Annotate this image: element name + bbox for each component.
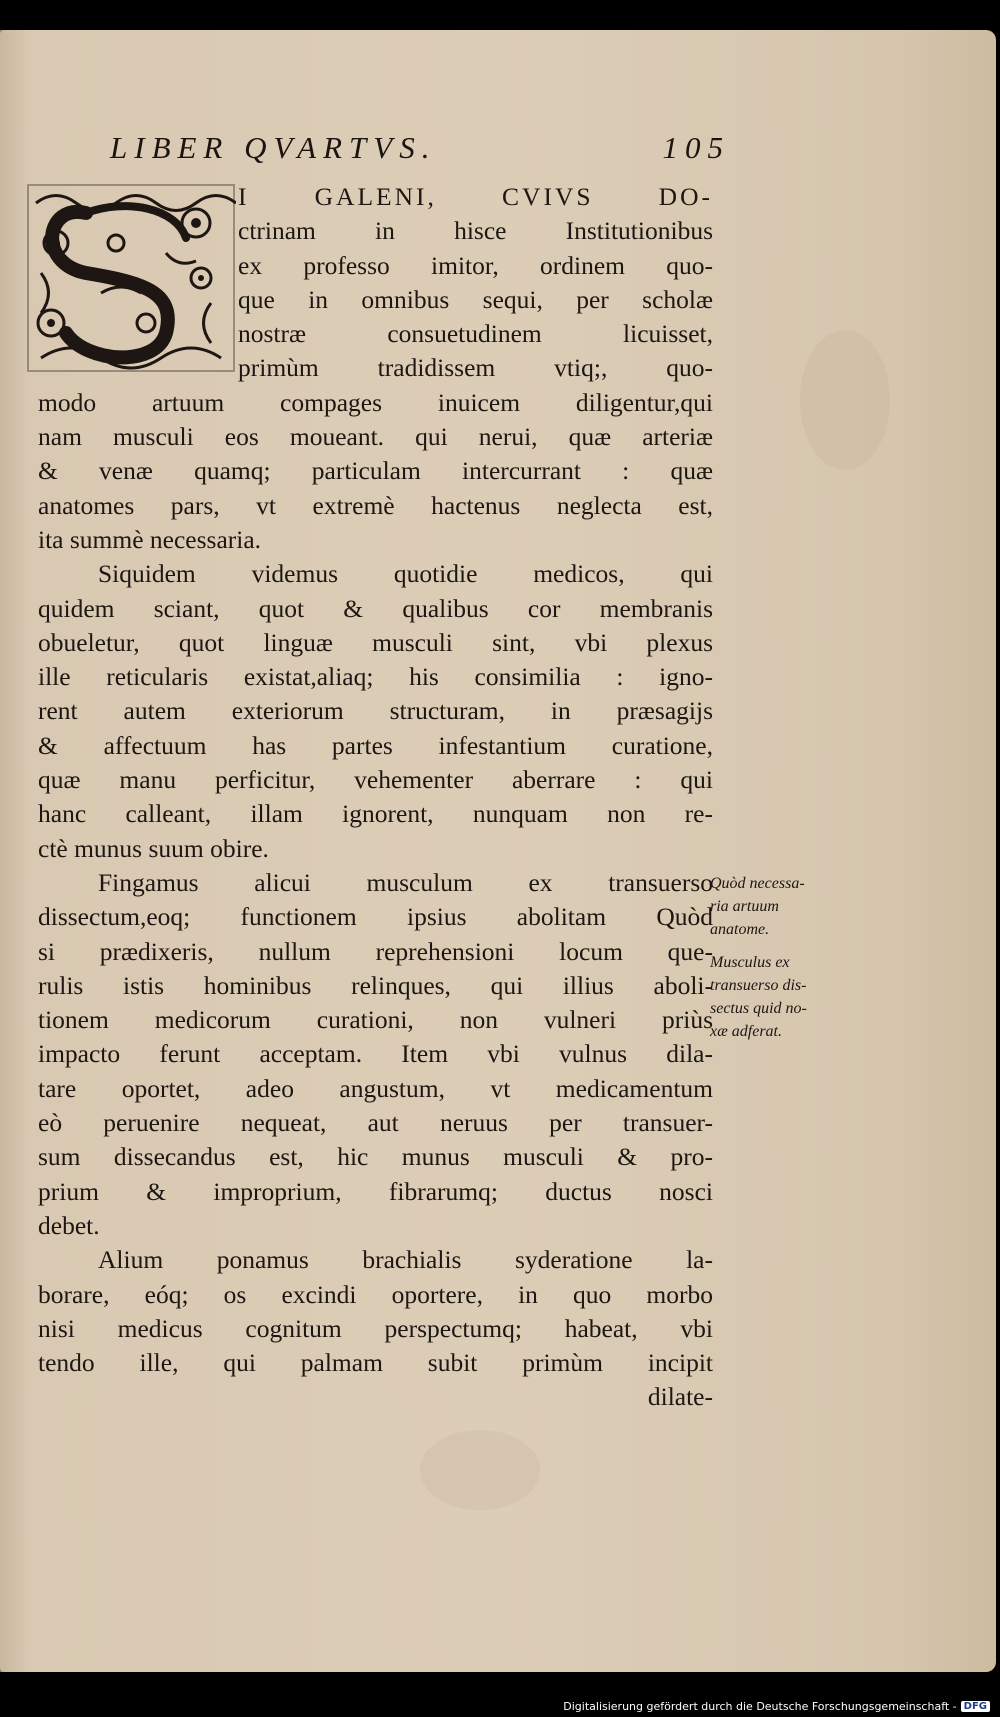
text-line: obueletur, quot linguæ musculi sint, vbi plexus	[38, 627, 713, 657]
text-line: tionem medicorum curationi, non vulneri priùs	[38, 1005, 713, 1035]
text-line: primùm tradidissem vtiq;, quo-	[238, 353, 713, 383]
text-line: Fingamus alicui musculum ex transuerso	[98, 867, 713, 897]
text-line: ex professo imitor, ordinem quo-	[238, 250, 713, 280]
text-line: prium & improprium, fibrarumq; ductus nosci	[38, 1176, 713, 1206]
text-line: eò peruenire nequeat, aut neruus per transuer-	[38, 1108, 713, 1138]
text-line: nam musculi eos moueant. qui nerui, quæ arteriæ	[38, 422, 713, 452]
text-line: & venæ quamq; particulam intercurrant : quæ	[38, 456, 713, 486]
dfg-logo: DFG	[961, 1701, 990, 1712]
text-line: ctrinam in hisce Institutionibus	[238, 216, 713, 246]
page-number: 105	[662, 130, 730, 165]
text-line: nostræ consuetudinem licuisset,	[238, 319, 713, 349]
paper-stain	[420, 1430, 540, 1510]
text-line: anatomes pars, vt extremè hactenus neglecta est,	[38, 490, 713, 520]
margin-note-anatome	[710, 872, 870, 941]
margin-note-line: Musculus ex	[710, 954, 790, 971]
text-line: dilate-	[647, 1382, 713, 1412]
text-line: Siquidem videmus quotidie medicos, qui	[98, 559, 713, 589]
margin-note-line: transuerso dis-	[710, 977, 807, 994]
running-title: LIBER QVARTVS.	[110, 130, 437, 165]
text-line: impacto ferunt acceptam. Item vbi vulnus dila-	[38, 1039, 713, 1069]
text-line: quidem sciant, quot & qualibus cor membranis	[38, 593, 713, 623]
text-line: Alium ponamus brachialis syderatione la-	[98, 1245, 713, 1275]
text-line: dissectum,eoq; functionem ipsius abolitam Quòd	[38, 902, 713, 932]
text-line: tare oportet, adeo angustum, vt medicamentum	[38, 1073, 713, 1103]
text-line: que in omnibus sequi, per scholæ	[238, 284, 713, 314]
text-line: ctè munus suum obire.	[38, 833, 269, 863]
text-line: si prædixeris, nullum reprehensioni locum que-	[38, 936, 713, 966]
text-line: & affectuum has partes infestantium curatione,	[38, 730, 713, 760]
text-line: I GALENI, CVIVS DO-	[238, 182, 713, 211]
text-line: debet.	[38, 1210, 100, 1240]
margin-note-line: anatome.	[710, 921, 770, 938]
text-line: rulis istis hominibus relinques, qui illius aboli-	[38, 970, 713, 1000]
text-line: rent autem exteriorum structuram, in præsagijs	[38, 696, 713, 726]
body-text	[38, 180, 713, 1415]
paper-stain	[800, 330, 890, 470]
margin-note-line: xæ adferat.	[710, 1023, 782, 1040]
digitization-footer	[563, 1700, 990, 1713]
margin-note-line: ria artuum	[710, 898, 779, 915]
marginal-notes	[710, 872, 870, 1043]
text-line: borare, eóq; os excindi oportere, in quo morbo	[38, 1279, 713, 1309]
margin-note-musculus	[710, 951, 870, 1043]
margin-note-line: Quòd necessa-	[710, 875, 805, 892]
text-line: nisi medicus cognitum perspectumq; habeat, vbi	[38, 1313, 713, 1343]
margin-note-line: sectus quid no-	[710, 1000, 807, 1017]
text-line: ita summè necessaria.	[38, 524, 262, 554]
text-line: quæ manu perficitur, vehementer aberrare : qui	[38, 765, 713, 795]
footer-credit: Digitalisierung gefördert durch die Deutsche Forschungsgemeinschaft -	[563, 1700, 957, 1713]
text-line: hanc calleant, illam ignorent, nunquam non re-	[38, 799, 713, 829]
text-line: sum dissecandus est, hic munus musculi & pro-	[38, 1142, 713, 1172]
text-line: modo artuum compages inuicem diligentur,qui	[38, 387, 713, 417]
text-line: tendo ille, qui palmam subit primùm incipit	[38, 1348, 713, 1378]
running-header	[110, 130, 730, 166]
text-line: ille reticularis existat,aliaq; his consimilia : igno-	[38, 662, 713, 692]
